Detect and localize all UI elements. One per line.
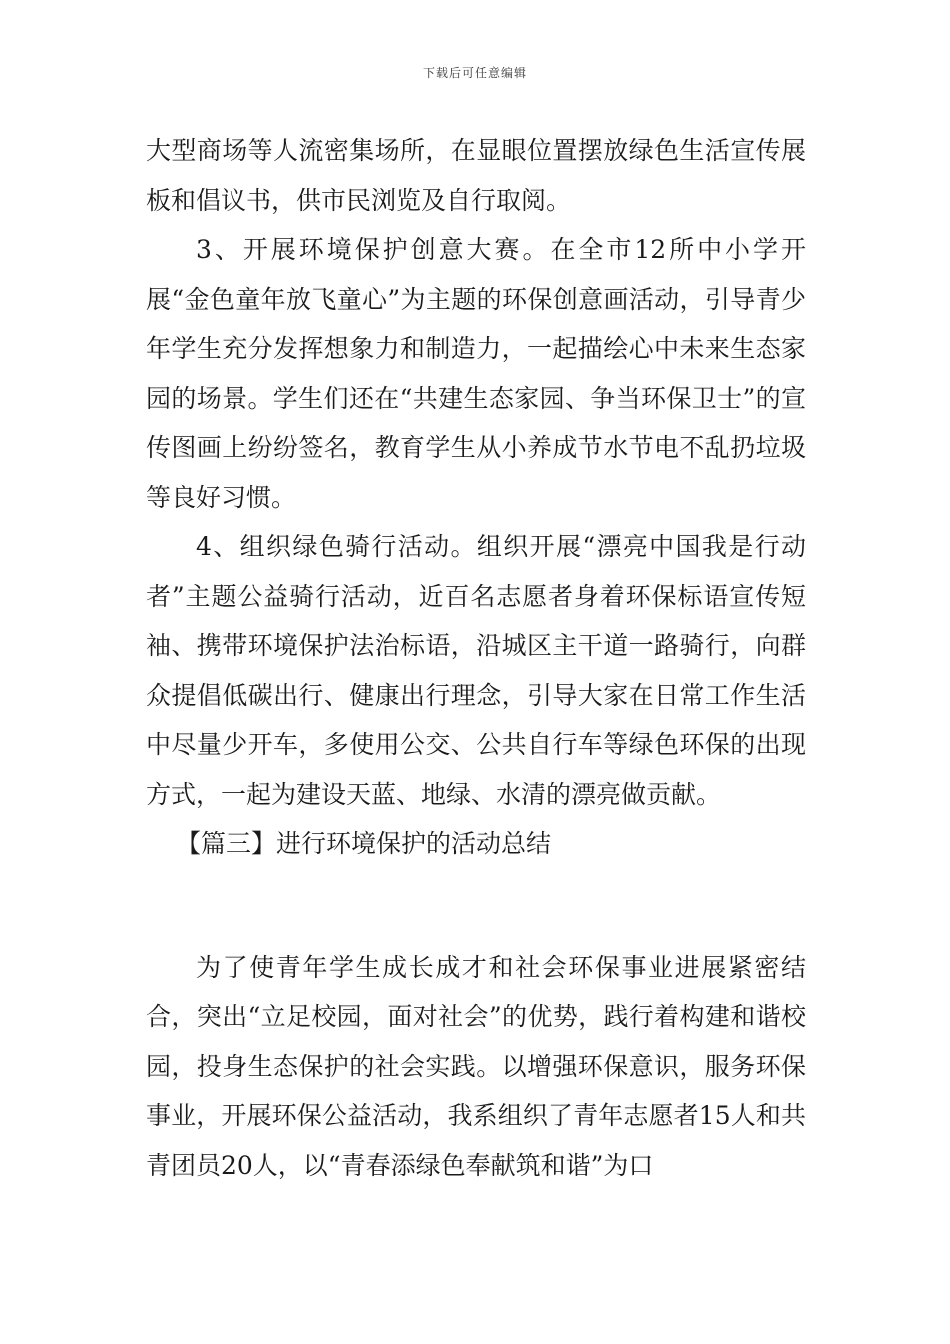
paragraph-continuation: 大型商场等人流密集场所，在显眼位置摆放绿色生活宣传展板和倡议书，供市民浏览及自行取阅。	[146, 136, 806, 215]
paragraph-intro: 为了使青年学生成长成才和社会环保事业进展紧密结合，突出“立足校园，面对社会”的优势，践行着构建和谐校园，投身生态保护的社会实践。以增强环保意识，服务环保事业，开展环保公益活动，我系组织了青年志愿者15人和共青团员20人，以“青春添绿色奉献筑和谐”为口	[146, 952, 806, 1180]
section-heading: 【篇三】进行环境保护的活动总结	[176, 829, 552, 858]
paragraph-item-3: 3、开展环境保护创意大赛。在全市12所中小学开展“金色童年放飞童心”为主题的环保创意画活动，引导青少年学生充分发挥想象力和制造力，一起描绘心中未来生态家园的场景。学生们还在“共建生态家园、争当环保卫士”的宣传图画上纷纷签名，教育学生从小养成节水节电不乱扔垃圾等良好习惯。	[146, 235, 806, 512]
paragraph-item-4: 4、组织绿色骑行活动。组织开展“漂亮中国我是行动者”主题公益骑行活动，近百名志愿者身着环保标语宣传短袖、携带环境保护法治标语，沿城区主干道一路骑行，向群众提倡低碳出行、健康出行理念，引导大家在日常工作生活中尽量少开车，多使用公交、公共自行车等绿色环保的出现方式，一起为建设天蓝、地绿、水清的漂亮做贡献。	[146, 532, 806, 809]
page-header: 下载后可任意编辑	[422, 66, 527, 80]
section-spacer	[146, 869, 806, 943]
document-body	[146, 126, 806, 1190]
